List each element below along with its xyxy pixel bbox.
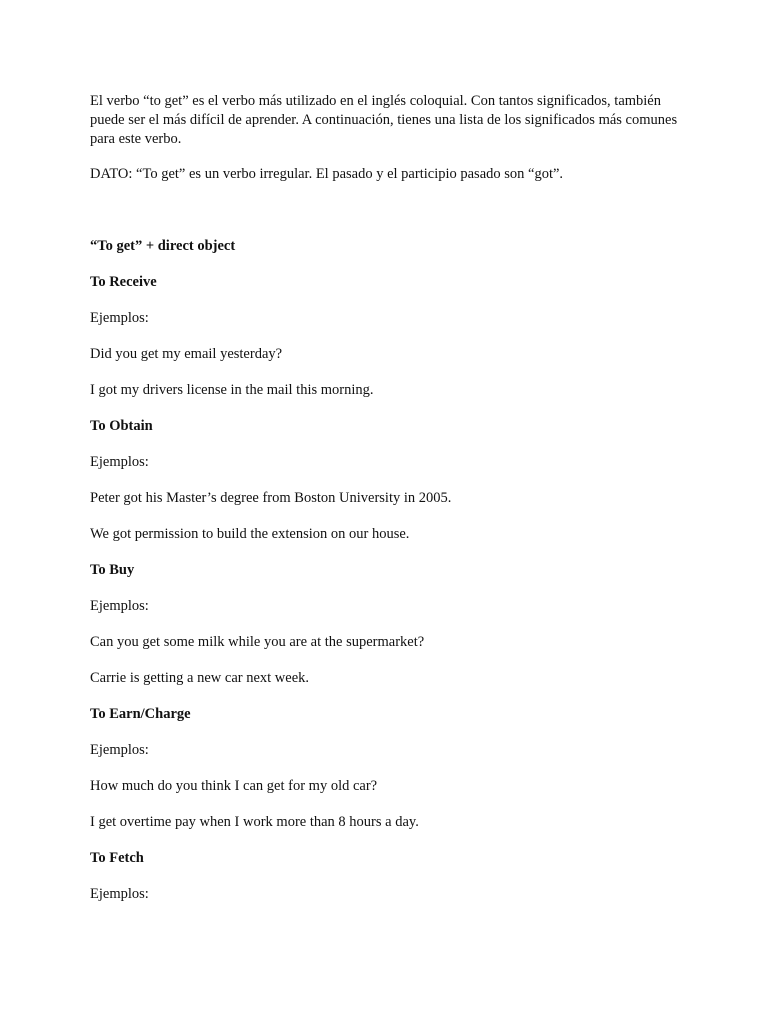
example-sentence: How much do you think I can get for my old car? xyxy=(90,778,378,794)
example-sentence: Did you get my email yesterday? xyxy=(90,346,283,362)
heading-to-fetch: To Fetch xyxy=(90,850,144,866)
ejemplos-label: Ejemplos: xyxy=(90,310,149,326)
document-page xyxy=(90,92,680,902)
ejemplos-label: Ejemplos: xyxy=(90,454,149,470)
heading-to-receive: To Receive xyxy=(90,274,157,290)
example-sentence: Carrie is getting a new car next week. xyxy=(90,670,310,686)
example-sentence: I got my drivers license in the mail this morning. xyxy=(90,382,374,398)
intro-paragraph: El verbo “to get” es el verbo más utilizado en el inglés coloquial. Con tantos significados, también puede ser el más difícil de aprender. A continuación, tienes una lista de los significados más comunes para este verbo. xyxy=(90,93,678,147)
heading-to-buy: To Buy xyxy=(90,562,135,578)
ejemplos-label: Ejemplos: xyxy=(90,742,149,758)
dato-note: DATO: “To get” es un verbo irregular. El pasado y el participio pasado son “got”. xyxy=(90,166,564,182)
example-sentence: I get overtime pay when I work more than 8 hours a day. xyxy=(90,814,419,830)
ejemplos-label: Ejemplos: xyxy=(90,598,149,614)
example-sentence: We got permission to build the extension on our house. xyxy=(90,526,410,542)
example-sentence: Peter got his Master’s degree from Boston University in 2005. xyxy=(90,490,452,506)
heading-to-obtain: To Obtain xyxy=(90,418,153,434)
section-heading: “To get” + direct object xyxy=(90,238,236,254)
ejemplos-label: Ejemplos: xyxy=(90,886,149,902)
heading-to-earn-charge: To Earn/Charge xyxy=(90,706,191,722)
example-sentence: Can you get some milk while you are at the supermarket? xyxy=(90,634,425,650)
